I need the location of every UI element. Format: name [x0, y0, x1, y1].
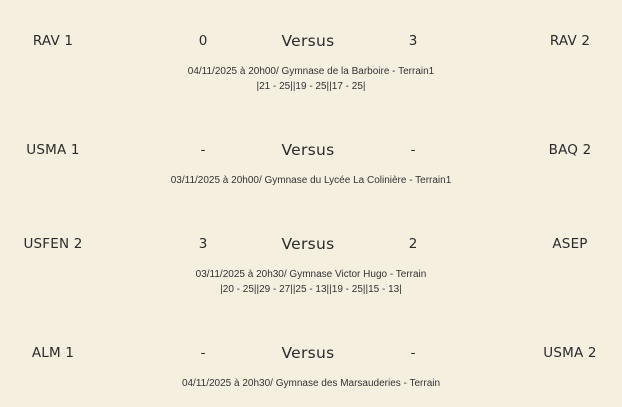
away-score: 2 — [408, 236, 418, 252]
set-scores: |20 - 25||29 - 27||25 - 13||19 - 25||15 - 13| — [220, 284, 402, 295]
away-score: 3 — [408, 33, 418, 49]
match-card — [0, 139, 622, 188]
home-team[interactable]: ALM 1 — [31, 345, 75, 361]
home-score: 0 — [198, 33, 208, 49]
match-row — [0, 139, 622, 161]
versus-label: Versus — [281, 32, 335, 50]
set-scores: |21 - 25||19 - 25||17 - 25| — [256, 81, 366, 92]
home-score: 3 — [198, 236, 208, 252]
away-team[interactable]: RAV 2 — [549, 33, 591, 49]
match-details: 04/11/2025 à 20h00/ Gymnase de la Barboire - Terrain1 — [187, 66, 435, 77]
away-score: - — [410, 142, 416, 158]
match-row — [0, 342, 622, 364]
versus-label: Versus — [281, 235, 335, 253]
versus-label: Versus — [281, 141, 335, 159]
versus-label: Versus — [281, 344, 335, 362]
match-card — [0, 233, 622, 297]
away-team[interactable]: USMA 2 — [543, 345, 597, 361]
match-info — [0, 64, 622, 94]
away-team[interactable]: ASEP — [552, 236, 588, 252]
away-team[interactable]: BAQ 2 — [548, 142, 592, 158]
away-score: - — [410, 345, 416, 361]
match-info — [0, 267, 622, 297]
match-details: 03/11/2025 à 20h30/ Gymnase Victor Hugo - Terrain — [195, 269, 427, 280]
match-card — [0, 342, 622, 391]
match-info — [0, 173, 622, 188]
match-row — [0, 233, 622, 255]
home-team[interactable]: RAV 1 — [32, 33, 74, 49]
match-row — [0, 30, 622, 52]
home-score: - — [200, 142, 206, 158]
home-team[interactable]: USMA 1 — [26, 142, 80, 158]
match-info — [0, 376, 622, 391]
match-details: 04/11/2025 à 20h30/ Gymnase des Marsauderies - Terrain — [181, 378, 441, 389]
home-team[interactable]: USFEN 2 — [23, 236, 83, 252]
home-score: - — [200, 345, 206, 361]
match-card — [0, 30, 622, 94]
match-details: 03/11/2025 à 20h00/ Gymnase du Lycée La Colinière - Terrain1 — [170, 175, 452, 186]
